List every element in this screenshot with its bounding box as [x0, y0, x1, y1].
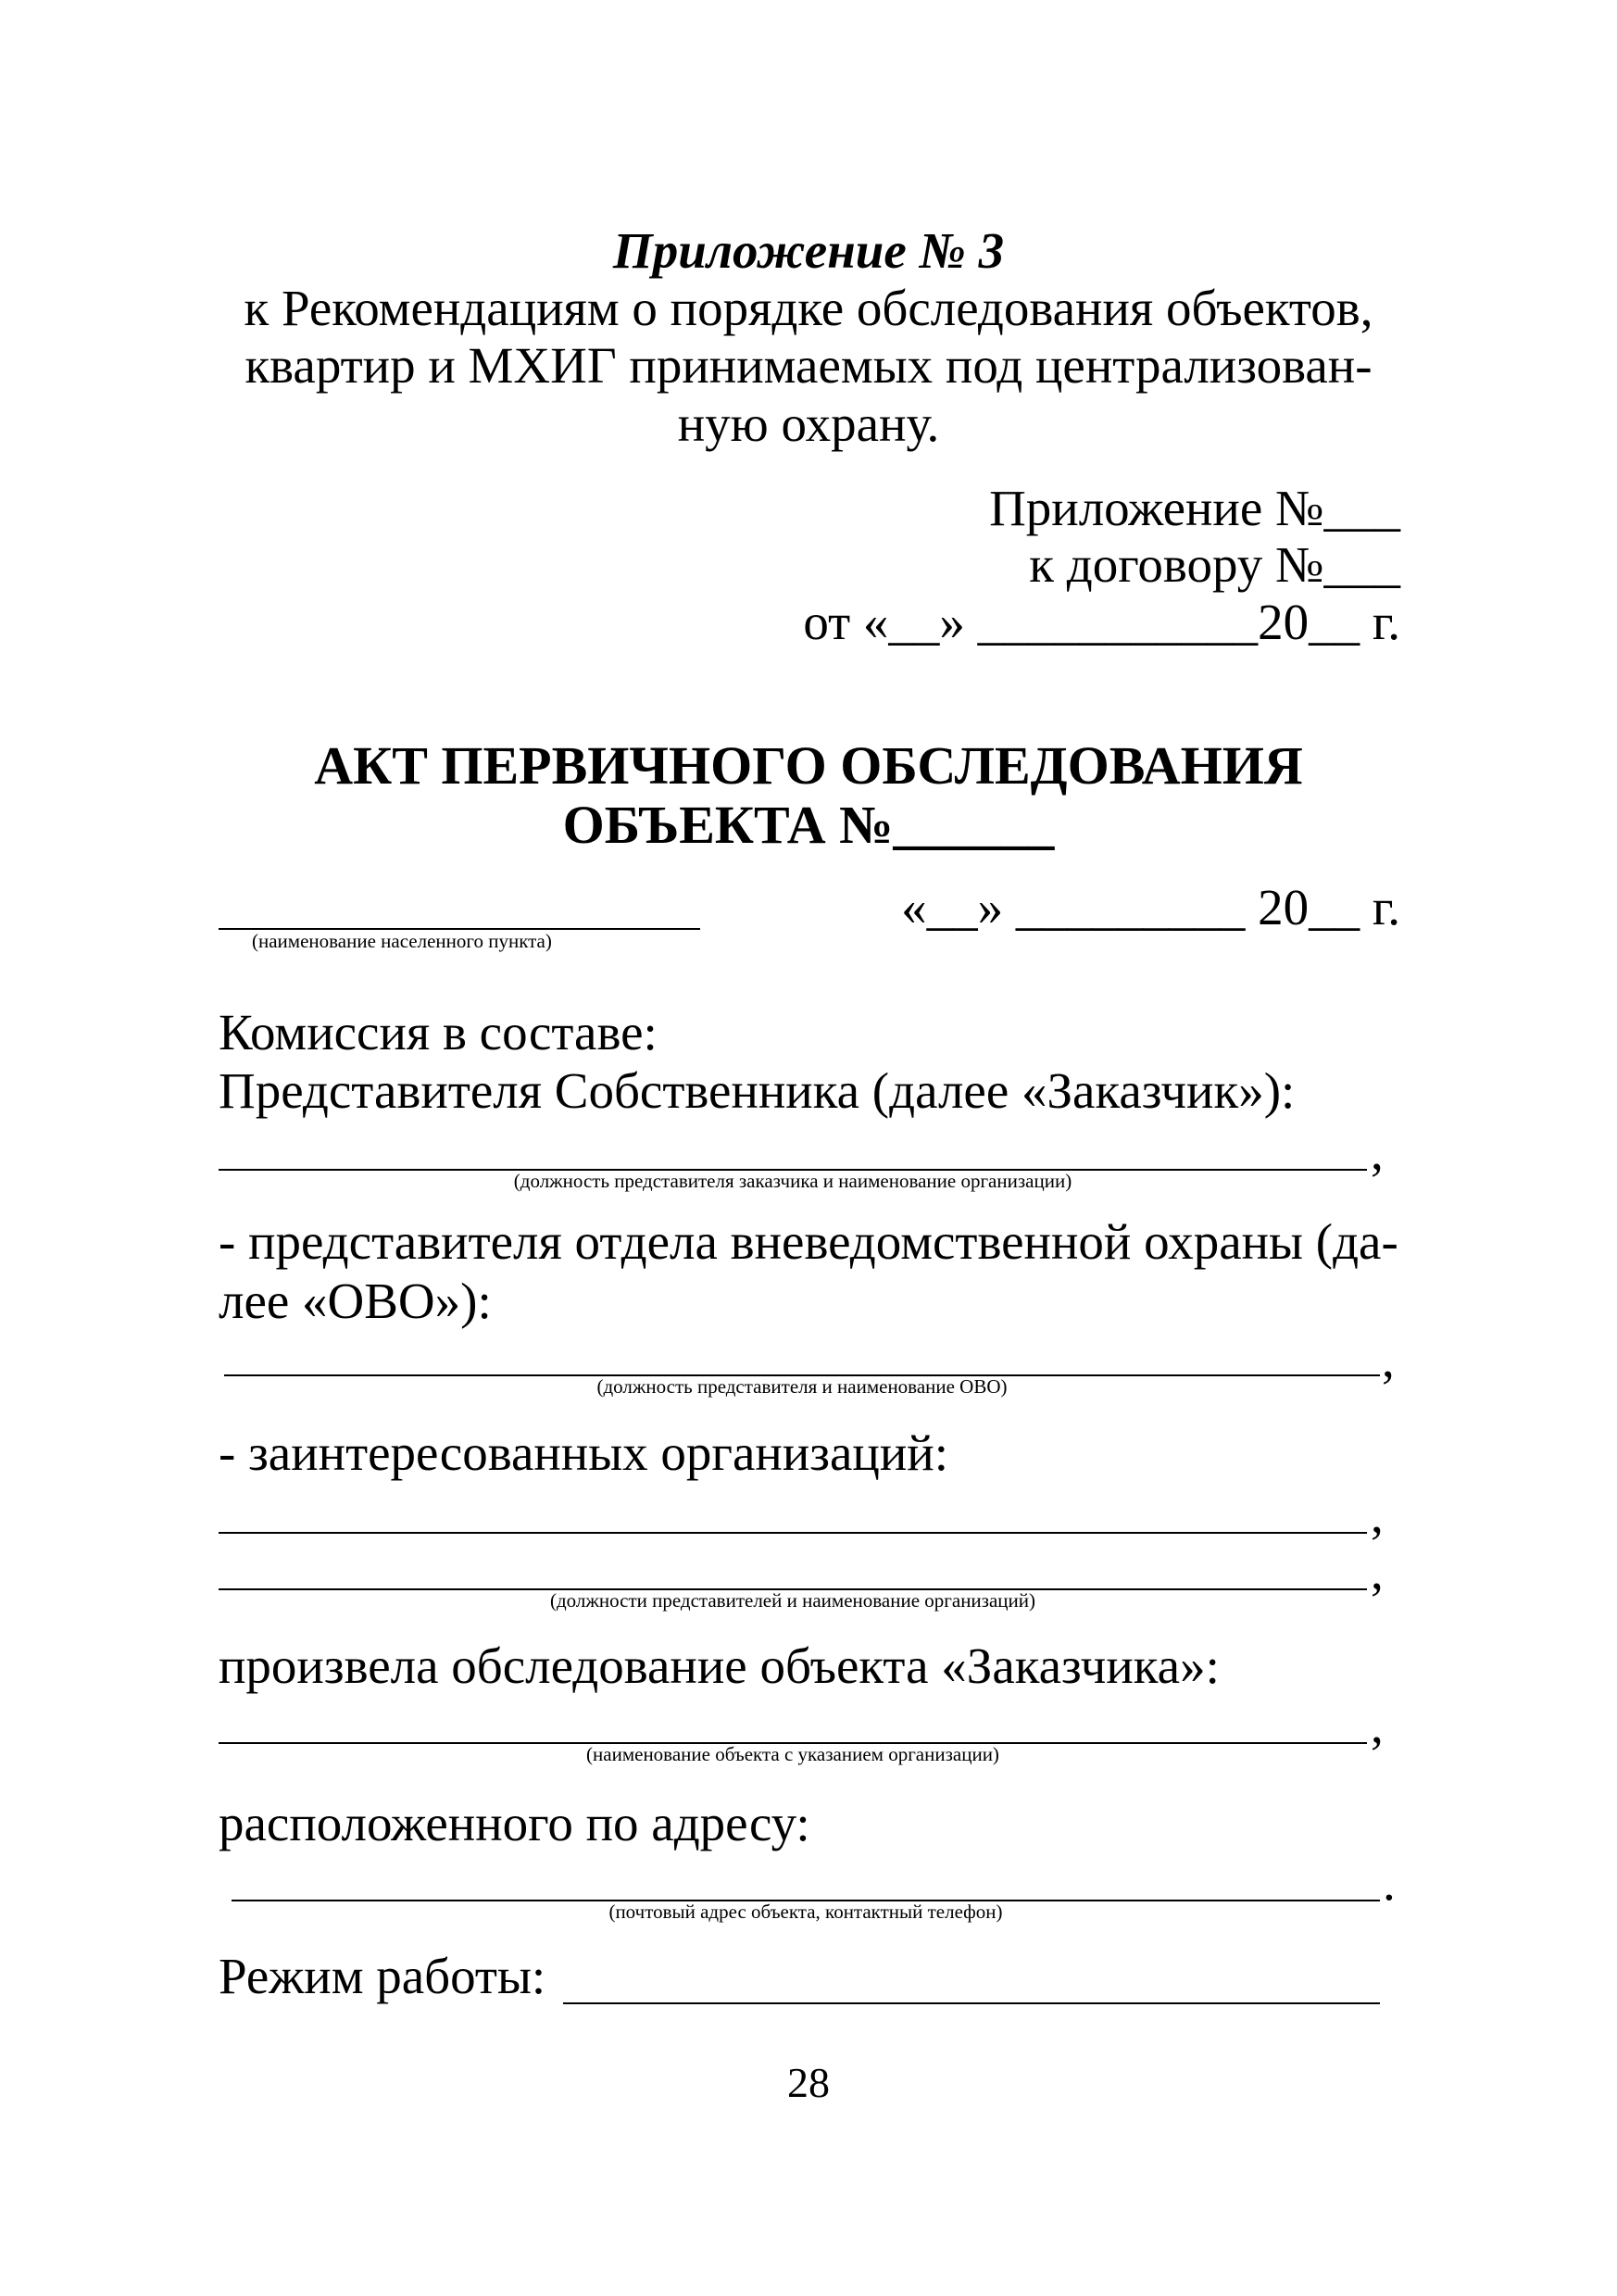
customer-comma: , — [1371, 1123, 1384, 1180]
act-date: «__» _________ 20__ г. — [901, 879, 1400, 935]
customer-caption: (должность представителя заказчика и наименование организации) — [513, 1170, 1072, 1192]
survey-label: произвела обследование объекта «Заказчика»: — [219, 1637, 1220, 1694]
ovo-label-line-2: лее «ОВО»): — [219, 1273, 492, 1329]
appendix-line-3: ную охрану. — [677, 395, 940, 452]
orgs-caption: (должности представителей и наименование организаций) — [550, 1589, 1035, 1612]
contract-number: к договору №___ — [1029, 536, 1400, 593]
page-number: 28 — [787, 2059, 830, 2106]
ovo-label-line-1: - представителя отдела вневедомственной охраны (да- — [219, 1213, 1398, 1270]
ovo-comma: , — [1382, 1331, 1395, 1387]
schedule-line — [563, 2002, 1380, 2004]
commission-intro: Комиссия в составе: — [219, 1004, 658, 1060]
orgs-label: - заинтересованных организаций: — [219, 1424, 948, 1481]
orgs-line-1 — [219, 1532, 1367, 1534]
survey-caption: (наименование объекта с указанием организации) — [586, 1743, 999, 1765]
appendix-title: Приложение № 3 — [612, 222, 1005, 279]
orgs-comma-2: , — [1371, 1543, 1384, 1600]
schedule-label: Режим работы: — [219, 1948, 546, 2004]
address-label: расположенного по адресу: — [219, 1795, 810, 1851]
survey-comma: , — [1371, 1697, 1384, 1753]
orgs-comma-1: , — [1371, 1487, 1384, 1543]
contract-appendix-number: Приложение №___ — [989, 480, 1400, 536]
appendix-line-2: квартир и МХИГ принимаемых под централизован- — [244, 337, 1373, 394]
customer-rep-label: Представителя Собственника (далее «Заказчик»): — [219, 1062, 1296, 1119]
appendix-line-1: к Рекомендациям о порядке обследования объектов, — [244, 280, 1373, 336]
address-period: . — [1383, 1854, 1396, 1911]
act-title-line-2: ОБЪЕКТА №______ — [562, 795, 1055, 855]
act-title-line-1: АКТ ПЕРВИЧНОГО ОБСЛЕДОВАНИЯ — [314, 735, 1303, 796]
address-caption: (почтовый адрес объекта, контактный телефон) — [608, 1901, 1003, 1923]
place-caption: (наименование населенного пункта) — [252, 930, 552, 952]
contract-date: от «__» ___________20__ г. — [803, 594, 1400, 650]
ovo-caption: (должность представителя и наименование ОВО) — [596, 1375, 1008, 1398]
